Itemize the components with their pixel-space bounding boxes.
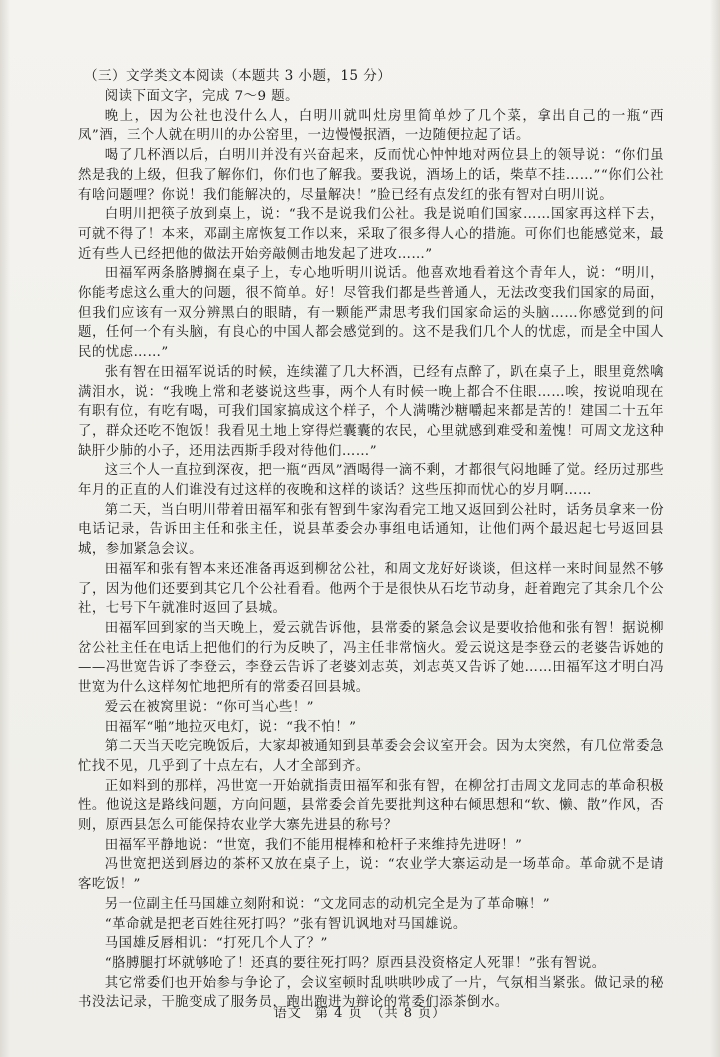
paragraph: “革命就是把老百姓往死打吗？”张有智讥讽地对马国雄说。 bbox=[104, 916, 467, 932]
paragraph: 喝了几杯酒以后，白明川并没有兴奋起来，反而忧心忡忡地对两位县上的领导说：“你们虽然是我的上级，但我了解你们，你们也了解我。要我说，酒场上的话，柴草不挂……”“你们公社有啥问题哩？你说！我们能解决的，尽量解决！”脸已经有点发红的张有智对白明川说。 bbox=[78, 148, 664, 203]
paragraph: 这三个人一直拉到深夜，把一瓶“西凤”酒喝得一滴不剩，才都很气闷地睡了觉。经历过那些年月的正直的人们谁没有过这样的夜晚和这样的谈话？这些压抑而忧心的岁月啊…… bbox=[78, 463, 664, 499]
article-body bbox=[78, 87, 664, 1013]
paragraph: 爱云在被窝里说：“你可当心些！” bbox=[104, 699, 314, 715]
paragraph: 田福军平静地说：“世宽，我们不能用棍棒和枪杆子来维持先进呀！” bbox=[104, 837, 523, 853]
paragraph: 第二天当天吃完晚饭后，大家却被通知到县革委会会议室开会。因为太突然，有几位常委急忙找不见，几乎到了十点左右，人才全部到齐。 bbox=[78, 739, 664, 774]
paragraph: 马国雄反唇相讥：“打死几个人了？” bbox=[104, 936, 328, 952]
paragraph: 冯世宽把送到唇边的茶杯又放在桌子上，说：“农业学大寨运动是一场革命。革命就不是请客吃饭！” bbox=[78, 857, 664, 893]
section-title: （三）文学类文本阅读（本题共 3 小题，15 分） bbox=[84, 68, 392, 84]
paragraph: 白明川把筷子放到桌上，说：“我不是说我们公社。我是说咱们国家……国家再这样下去，可就不得了！本来，邓副主席恢复工作以来，采取了很多得人心的措施。可你们也能感觉来，最近有些人已经把他的做法开始旁敲侧击地发起了进攻……” bbox=[78, 207, 664, 262]
paragraph: 田福军和张有智本来还准备再返到柳岔公社，和周文龙好好谈谈，但这样一来时间显然不够了，因为他们还要到其它几个公社看看。他两个于是很快从石圪节动身，赶着跑完了其余几个公社，七号下午就准时返回了县城。 bbox=[78, 561, 664, 617]
paragraph: 另一位副主任马国雄立刻附和说：“文龙同志的动机完全是为了革命嘛！” bbox=[104, 896, 551, 912]
paragraph: 正如料到的那样，冯世宽一开始就指责田福军和张有智，在柳岔打击周文龙同志的革命积极性。他说这是路线问题，方向问题，县常委会首先要批判这种右倾思想和“软、懒、散”作风，否则，原西县怎么可能保持农业学大寨先进县的称号？ bbox=[78, 778, 664, 834]
paragraph: “胳膊腿打坏就够呛了！还真的要往死打吗？原西县没资格定人死罪！”张有智说。 bbox=[104, 955, 606, 971]
footer-page-number: 第 4 页 bbox=[315, 1006, 363, 1021]
footer-subject: 语文 bbox=[273, 1006, 302, 1021]
paragraph: 其它常委们也开始参与争论了，会议室顿时乱哄哄吵成了一片，气氛相当紧张。做记录的秘书没法记录，干脆变成了服务员，跑出跑进为辩论的常委们添茶倒水。 bbox=[78, 975, 664, 1011]
scan-edge-left bbox=[0, 0, 10, 1057]
paragraph: 田福军回到家的当天晚上，爱云就告诉他，县常委的紧急会议是要收拾他和张有智！据说柳岔公社主任在电话上把他们的行为反映了，冯主任非常恼火。爱云说这是李登云的老婆告诉她的——冯世宽告诉了李登云，李登云告诉了老婆刘志英，刘志英又告诉了她……田福军这才明白冯世宽为什么这样匆忙地把所有的常委召回县城。 bbox=[78, 620, 664, 696]
paragraph: 张有智在田福军说话的时候，连续灌了几大杯酒，已经有点醉了，趴在桌子上，眼里竟然噙满泪水，说：“我晚上常和老婆说这些事，两个人有时候一晚上都合不住眼……唉，按说咱现在有职有位，有吃有喝，可我们国家搞成这个样子，个人满嘴沙糖嚼起来都是苦的！建国二十五年了，群众还吃不饱饭！我看见土地上穿得烂囊囊的农民，心里就感到难受和羞愧！可周文龙这种缺肝少肺的小子，还用法西斯手段对待他们……” bbox=[78, 364, 664, 459]
paragraph: 田福军“啪”地拉灭电灯，说：“我不怕！” bbox=[104, 719, 357, 735]
paragraph: 第二天，当白明川带着田福军和张有智到牛家沟看完工地又返回到公社时，话务员拿来一份电话记录，告诉田主任和张主任，说县革委会办事组电话通知，让他们两个最迟起七号返回县城，参加紧急会议。 bbox=[78, 502, 664, 558]
instruction-line: 阅读下面文字，完成 7～9 题。 bbox=[104, 89, 300, 104]
footer-total-pages: （共 8 页） bbox=[370, 1006, 447, 1021]
scan-edge-right bbox=[710, 0, 720, 1057]
page-footer bbox=[0, 1002, 720, 1021]
paragraph: 晚上，因为公社也没什么人，白明川就叫灶房里简单炒了几个菜，拿出自己的一瓶“西凤”酒，三个人就在明川的办公窑里，一边慢慢抿酒，一边随便拉起了话。 bbox=[78, 108, 664, 144]
paragraph: 田福军两条胳膊搁在桌子上，专心地听明川说话。他喜欢地看着这个青年人，说：“明川，你能考虑这么重大的问题，很不简单。好！尽管我们都是些普通人，无法改变我们国家的局面，但我们应该有一双分辨黑白的眼睛，有一颗能严肃思考我们国家命运的头脑……你感觉到的问题，任何一个有头脑，有良心的中国人都会感觉到的。这不是我们几个人的忧虑，而是全中国人民的忧虑……” bbox=[78, 266, 664, 361]
